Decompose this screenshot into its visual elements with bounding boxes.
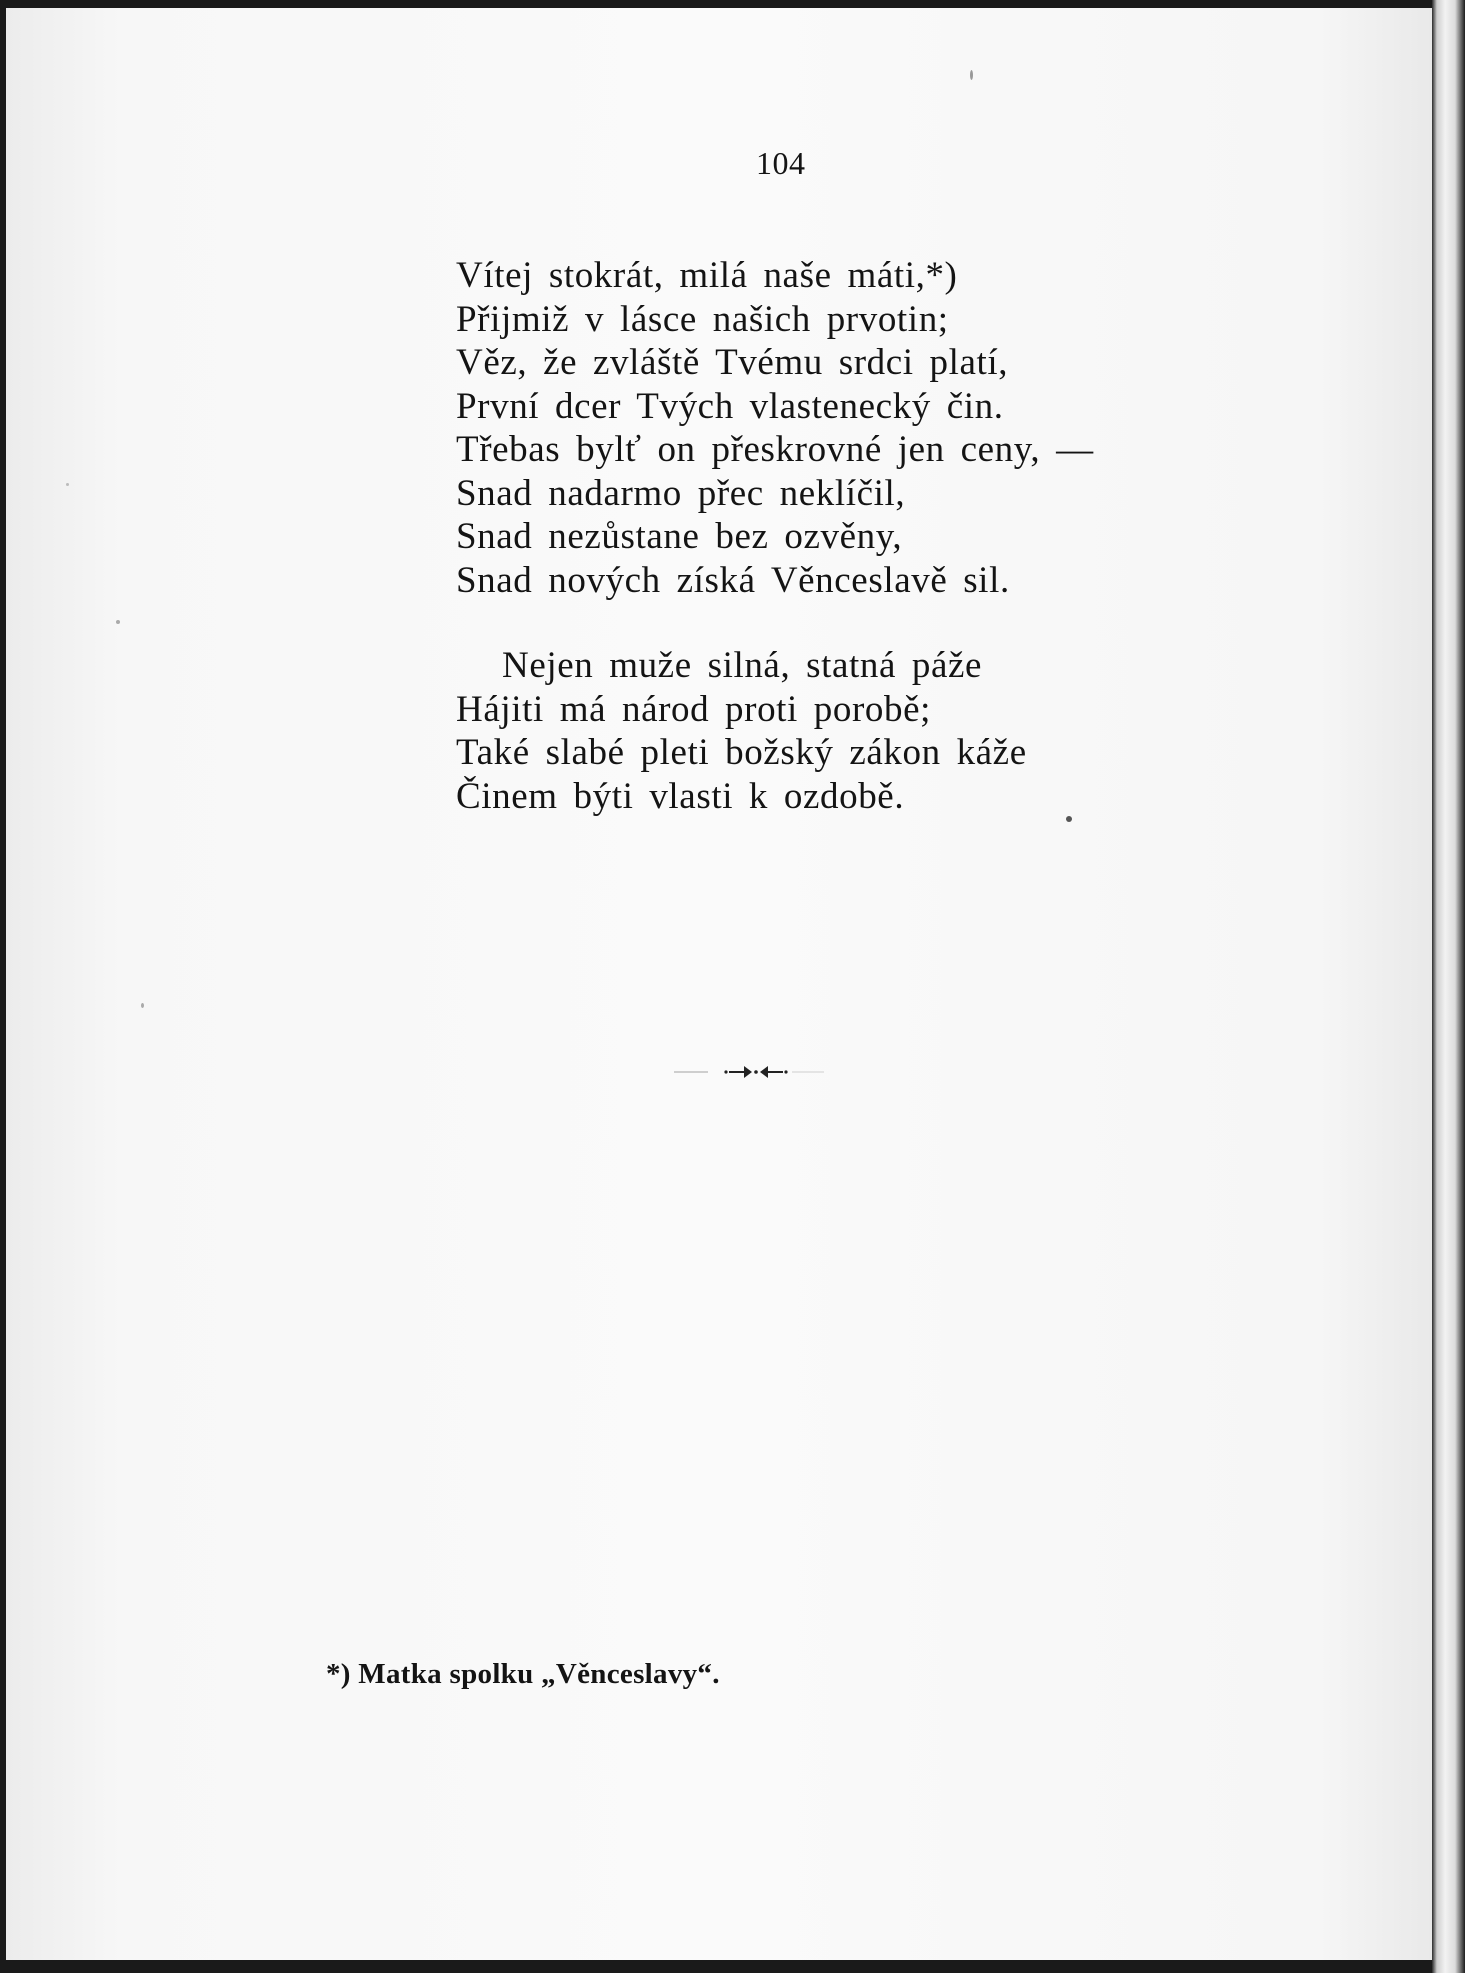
footnote: *) Matka spolku „Věnceslavy“. <box>326 1658 720 1690</box>
verse-line: Hájiti má národ proti porobě; <box>456 688 932 730</box>
verse-line: Snad nových získá Věnceslavě sil. <box>456 559 1010 601</box>
page-number: 104 <box>756 145 806 181</box>
verse-line: Také slabé pleti božský zákon káže <box>456 732 1027 773</box>
verse-line: Činem býti vlasti k ozdobě. <box>456 775 905 817</box>
poem-stanza-1 <box>456 254 1094 602</box>
verse-line: Snad nadarmo přec neklíčil, <box>456 472 906 514</box>
verse-line: První dcer Tvých vlastenecký čin. <box>456 385 1004 427</box>
book-gutter-edge <box>1432 0 1465 1973</box>
verse-line: Přijmiž v lásce našich prvotin; <box>456 298 949 340</box>
ink-speck <box>970 70 973 80</box>
verse-line: Věz, že zvláště Tvému srdci platí, <box>456 342 1009 383</box>
ink-speck <box>1066 816 1072 822</box>
ink-speck <box>116 620 120 624</box>
fleuron-divider-icon <box>674 1062 824 1082</box>
book-page <box>6 8 1432 1960</box>
verse-line: Vítej stokrát, milá naše máti,*) <box>456 255 958 296</box>
ink-speck <box>141 1003 144 1008</box>
verse-line: Nejen muže silná, statná páže <box>502 645 983 686</box>
ink-speck <box>66 483 69 486</box>
poem-stanza-2 <box>456 644 1027 818</box>
verse-line: Snad nezůstane bez ozvěny, <box>456 516 903 557</box>
verse-line: Třebas bylť on přeskrovné jen ceny, — <box>456 429 1094 470</box>
